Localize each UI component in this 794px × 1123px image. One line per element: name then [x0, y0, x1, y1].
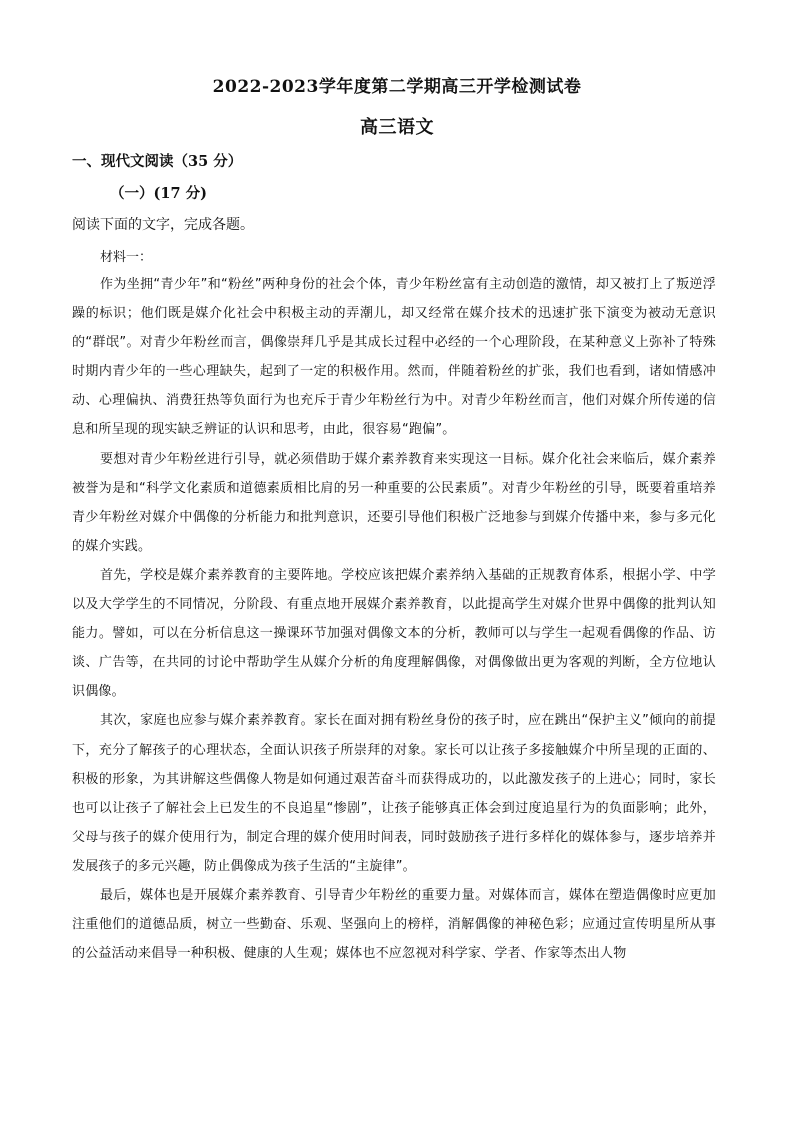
subject-title: 高三语文 [360, 117, 434, 138]
paragraph: 其次，家庭也应参与媒介素养教育。家长在面对拥有粉丝身份的孩子时，应在跳出“保护主义”倾向的前提下，充分了解孩子的心理状态，全面认识孩子所崇拜的对象。家长可以让孩子多接触媒介中所呈现的正面的、积极的形象，为其讲解这些偶像人物是如何通过艰苦奋斗而获得成功的，以此激发孩子的上进心；同时，家长也可以让孩子了解社会上已发生的不良追星“惨剧”，让孩子能够真正体会到过度追星行为的负面影响；此外，父母与孩子的媒介使用行为，制定合理的媒介使用时间表，同时鼓励孩子进行多样化的媒体参与，逐步培养并发展孩子的多元兴趣，防止偶像成为孩子生活的“主旋律”。 [72, 713, 716, 874]
paragraph: 作为坐拥“青少年”和“粉丝”两种身份的社会个体，青少年粉丝富有主动创造的激情，却又被打上了叛逆浮躁的标识；他们既是媒介化社会中积极主动的弄潮儿，却又经常在媒介技术的迅速扩张下演变为被动无意识的“群氓”。对青少年粉丝而言，偶像崇拜几乎是其成长过程中必经的一个心理阶段，在某种意义上弥补了特殊时期内青少年的一些心理缺失，起到了一定的积极作用。然而，伴随着粉丝的扩张，我们也看到，诸如情感冲动、心理偏执、消费狂热等负面行为也充斥于青少年粉丝行为中。对青少年粉丝而言，他们对媒介所传递的信息和所呈现的现实缺乏辨证的认识和思考，由此，很容易“跑偏”。 [72, 277, 716, 438]
paragraph: 要想对青少年粉丝进行引导，就必须借助于媒介素养教育来实现这一目标。媒介化社会来临后，媒介素养被誉为是和“科学文化素质和道德素质相比肩的另一种重要的公民素质”。对青少年粉丝的引导，既要着重培养青少年粉丝对媒介中偶像的分析能力和批判意识，还要引导他们积极广泛地参与到媒介传播中来，参与多元化的媒介实践。 [72, 451, 716, 554]
paragraph: 最后，媒体也是开展媒介素养教育、引导青少年粉丝的重要力量。对媒体而言，媒体在塑造偶像时应更加注重他们的道德品质，树立一些勤奋、乐观、坚强向上的榜样，消解偶像的神秘色彩；应通过宣传明星所从事的公益活动来倡导一种积极、健康的人生观；媒体也不应忽视对科学家、学者、作家等杰出人物 [72, 887, 716, 962]
paragraph: 首先，学校是媒介素养教育的主要阵地。学校应该把媒介素养纳入基础的正规教育体系，根据小学、中学以及大学学生的不同情况，分阶段、有重点地开展媒介素养教育，以此提高学生对媒介世界中偶像的批判认知能力。譬如，可以在分析信息这一操课环节加强对偶像文本的分析，教师可以与学生一起观看偶像的作品、访谈、广告等，在共同的讨论中帮助学生从媒介分析的角度理解偶像，对偶像做出更为客观的判断，全方位地认识偶像。 [72, 567, 716, 700]
section-heading: 一、现代文阅读（35 分） [72, 153, 243, 170]
exam-title: 2022-2023学年度第二学期高三开学检测试卷 [212, 77, 582, 97]
passage-body [72, 270, 716, 968]
subsection-heading: （一）(17 分) [110, 185, 207, 202]
instruction-text: 阅读下面的文字，完成各题。 [72, 217, 254, 233]
material-label: 材料一： [100, 250, 153, 265]
